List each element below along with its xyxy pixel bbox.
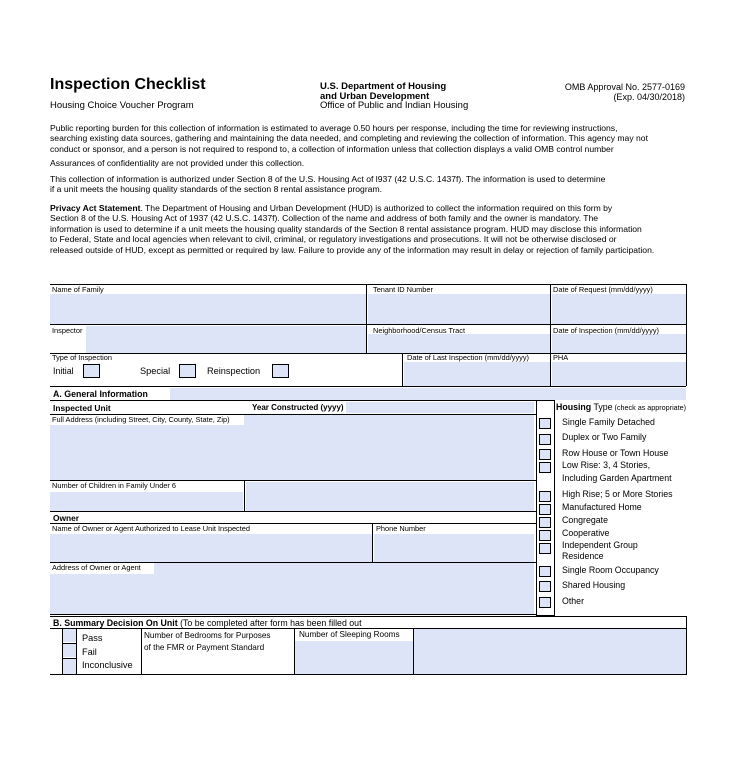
owner-address-field-top[interactable]	[154, 563, 534, 574]
high-rise-checkbox[interactable]	[539, 491, 551, 502]
congregate-checkbox[interactable]	[539, 517, 551, 528]
owner-name-field[interactable]	[50, 534, 372, 562]
date-of-inspection-label: Date of Inspection (mm/dd/yyyy)	[553, 326, 659, 335]
burden-line: conduct or sponsor, and a person is not required to respond to, a collection of information unless that collection displays a valid OMB control number	[50, 143, 614, 154]
privacy-line	[50, 203, 690, 213]
privacy-line: information is used to determine if a unit meets the housing quality standards of the Section 8 rental assistance program. HUD may disclose this information	[50, 223, 642, 234]
unit-extra-field[interactable]	[246, 482, 534, 511]
full-address-field[interactable]	[50, 425, 534, 480]
neighborhood-label: Neighborhood/Census Tract	[373, 326, 466, 335]
department-line-2: and Urban Development	[320, 91, 430, 102]
housing-option: Including Garden Apartment	[562, 473, 672, 483]
privacy-line: released outside of HUD, except as permitted or required by law. Failure to provide any of the information may result in delay or rejection of family participation.	[50, 244, 655, 255]
date-of-request-field[interactable]	[552, 294, 686, 324]
inconclusive-checkbox[interactable]	[63, 659, 76, 674]
manufactured-home-checkbox[interactable]	[539, 504, 551, 515]
housing-option: Residence	[562, 551, 604, 561]
date-of-inspection-field[interactable]	[552, 334, 686, 353]
privacy-text: . The Department of Housing and Urban Development (HUD) is authorized to collect the information required on this form by	[140, 203, 613, 213]
housing-heading-bold: Housing	[556, 402, 592, 412]
phone-number-label: Phone Number	[376, 524, 426, 533]
owner-heading: Owner	[53, 513, 80, 523]
burden-line: searching existing data sources, gathering and maintaining the data needed, and completing and reviewing the collection of information. This agency may not	[50, 133, 648, 144]
section-b-title: B. Summary Decision On Unit	[53, 618, 178, 628]
page-title: Inspection Checklist	[50, 76, 206, 93]
low-rise-checkbox[interactable]	[539, 462, 551, 473]
cooperative-checkbox[interactable]	[539, 530, 551, 541]
housing-type-heading	[556, 402, 686, 412]
pass-label: Pass	[82, 633, 103, 643]
pha-label: PHA	[553, 353, 569, 362]
privacy-heading: Privacy Act Statement	[50, 203, 141, 213]
date-last-inspection-field[interactable]	[404, 362, 550, 386]
office-name: Office of Public and Indian Housing	[320, 100, 469, 111]
housing-option: Manufactured Home	[562, 502, 642, 512]
housing-option: Congregate	[562, 515, 608, 525]
single-room-checkbox[interactable]	[539, 566, 551, 577]
type-of-inspection-label: Type of Inspection	[52, 353, 112, 362]
initial-option-label: Initial	[53, 366, 74, 376]
initial-checkbox[interactable]	[83, 364, 100, 378]
housing-option: Independent Group	[562, 540, 638, 550]
authorization-line: This collection of information is authorized under Section 8 of the U.S. Housing Act of l937 (42 U.S.C. 1437f). The information is used to determine	[50, 174, 606, 184]
housing-option: Single Room Occupancy	[562, 565, 659, 575]
inspector-field[interactable]	[86, 326, 366, 353]
burden-line: Public reporting burden for this collection of information is estimated to average 0.50 hours per response, including the time for reviewing instructions,	[50, 123, 618, 133]
authorization-line: if a unit meets the housing quality standards of the section 8 rental assistance program.	[50, 184, 383, 195]
bedrooms-label	[144, 630, 271, 654]
inspected-unit-heading: Inspected Unit	[53, 403, 111, 413]
privacy-line: to Federal, State and local agencies when relevant to civil, criminal, or regulatory investigations and prosecutions. It will not be otherwise disclosed or	[50, 234, 617, 245]
housing-heading-note: (check as appropriate)	[612, 403, 687, 412]
phone-number-field[interactable]	[374, 534, 534, 562]
privacy-line: Section 8 of the U.S. Housing Act of 1937 (42 U.S.C. 1437f). Collection of the name and address of both family and the owner is mandatory. The	[50, 213, 599, 224]
row-house-checkbox[interactable]	[539, 449, 551, 460]
tenant-id-label: Tenant ID Number	[373, 285, 433, 294]
pha-field[interactable]	[552, 362, 686, 386]
owner-address-field[interactable]	[50, 574, 534, 614]
housing-option: Row House or Town House	[562, 448, 669, 458]
omb-expiration: (Exp. 04/30/2018)	[613, 92, 685, 102]
other-housing-checkbox[interactable]	[539, 597, 551, 608]
privacy-act-statement	[50, 203, 690, 255]
burden-statement	[50, 123, 690, 154]
inconclusive-label: Inconclusive	[82, 660, 133, 670]
owner-address-label: Address of Owner or Agent	[52, 563, 141, 572]
tenant-id-field[interactable]	[368, 294, 550, 324]
bedrooms-label-line: of the FMR or Payment Standard	[144, 643, 265, 652]
housing-option: Cooperative	[562, 528, 610, 538]
special-option-label: Special	[140, 366, 171, 376]
housing-option: Other	[562, 596, 585, 606]
housing-option: Low Rise: 3, 4 Stories,	[562, 460, 651, 470]
neighborhood-field[interactable]	[368, 334, 550, 353]
sleeping-rooms-label: Number of Sleeping Rooms	[299, 630, 400, 639]
inspector-label: Inspector	[52, 326, 83, 335]
owner-name-label: Name of Owner or Agent Authorized to Lease Unit Inspected	[52, 524, 251, 533]
section-a-header-bar	[170, 388, 686, 400]
independent-group-checkbox[interactable]	[539, 543, 551, 554]
children-under-6-field[interactable]	[50, 492, 243, 511]
name-of-family-label: Name of Family	[52, 285, 104, 294]
fail-label: Fail	[82, 647, 97, 657]
full-address-label: Full Address (including Street, City, County, State, Zip)	[52, 415, 230, 424]
sleeping-rooms-field[interactable]	[414, 629, 686, 674]
housing-option: Duplex or Two Family	[562, 432, 647, 442]
name-of-family-field[interactable]	[50, 294, 366, 324]
reinspection-checkbox[interactable]	[272, 364, 289, 378]
housing-heading-type: Type	[591, 402, 613, 412]
date-of-request-label: Date of Request (mm/dd/yyyy)	[553, 285, 653, 294]
housing-option: Single Family Detached	[562, 417, 655, 427]
bedrooms-label-line: Number of Bedrooms for Purposes	[144, 631, 271, 640]
department-name	[320, 82, 490, 102]
single-family-checkbox[interactable]	[539, 418, 551, 429]
special-checkbox[interactable]	[179, 364, 196, 378]
children-under-6-label: Number of Children in Family Under 6	[52, 481, 177, 490]
omb-number: OMB Approval No. 2577-0169	[564, 82, 685, 92]
bedrooms-field[interactable]	[295, 641, 413, 674]
program-subtitle: Housing Choice Voucher Program	[50, 100, 194, 111]
year-constructed-field[interactable]	[346, 402, 534, 413]
authorization-statement	[50, 174, 690, 195]
shared-housing-checkbox[interactable]	[539, 581, 551, 592]
omb-approval	[565, 82, 685, 102]
pass-checkbox[interactable]	[63, 629, 76, 642]
date-last-inspection-label: Date of Last Inspection (mm/dd/yyyy)	[407, 353, 529, 362]
reinspection-option-label: Reinspection	[207, 366, 261, 376]
section-b-heading	[53, 618, 362, 628]
fail-checkbox[interactable]	[63, 644, 76, 657]
housing-option: Shared Housing	[562, 580, 626, 590]
duplex-checkbox[interactable]	[539, 434, 551, 445]
section-a-heading: A. General Information	[53, 389, 148, 399]
department-line-1: U.S. Department of Housing	[320, 81, 447, 92]
confidentiality-statement: Assurances of confidentiality are not provided under this collection.	[50, 158, 305, 168]
year-constructed-label: Year Constructed (yyyy)	[252, 403, 344, 412]
full-address-field-top[interactable]	[244, 415, 534, 425]
housing-option: High Rise; 5 or More Stories	[562, 489, 673, 499]
section-b-note: (To be completed after form has been filled out	[177, 618, 362, 628]
